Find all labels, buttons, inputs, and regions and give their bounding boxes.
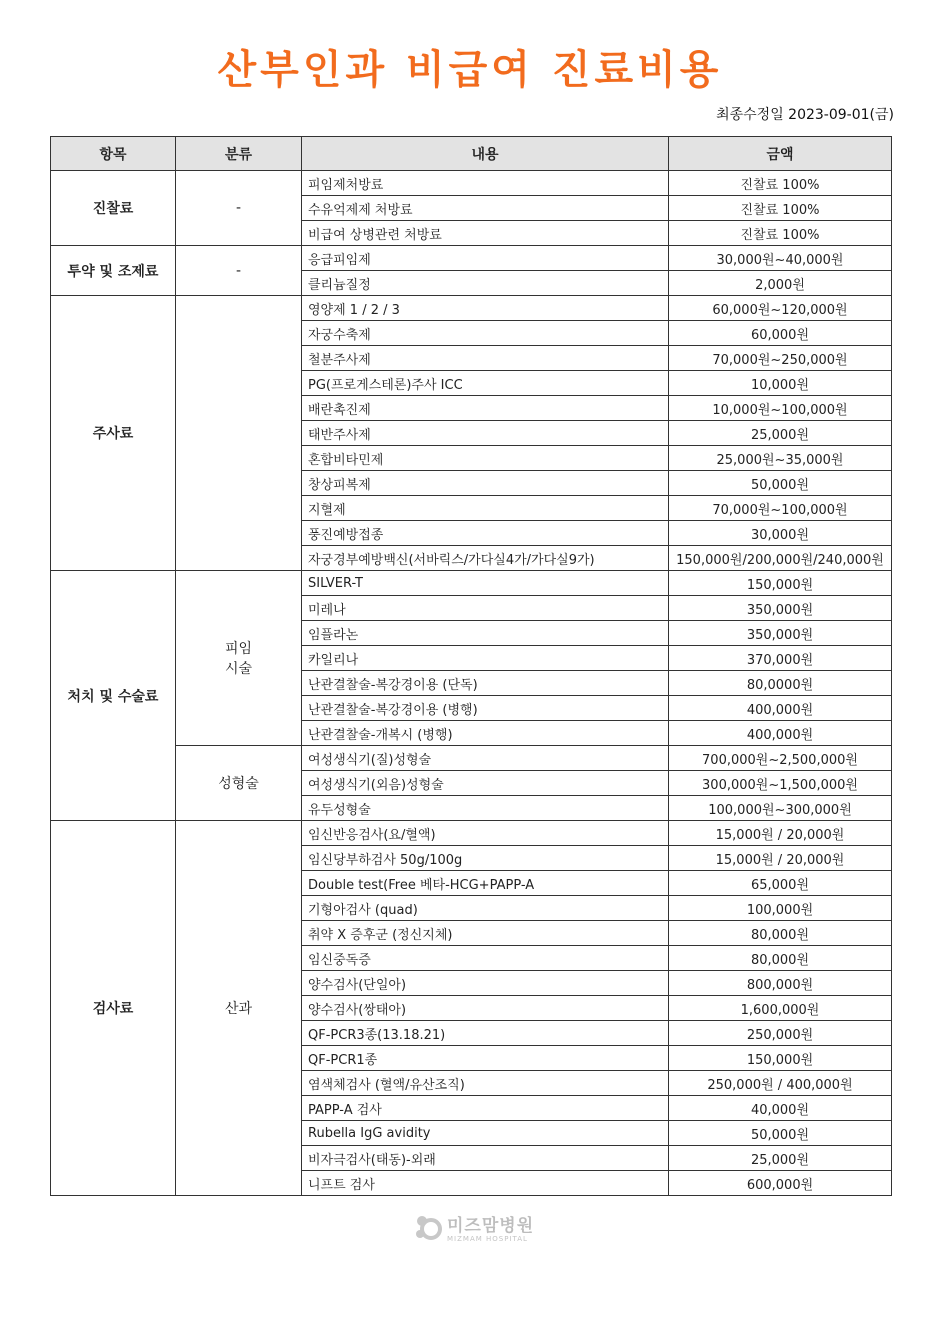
item-name-cell: 미레나 <box>302 596 669 621</box>
item-name-cell: 임신중독증 <box>302 946 669 971</box>
item-name-cell: 난관결찰술-개복시 (병행) <box>302 721 669 746</box>
header-content: 내용 <box>302 137 669 171</box>
item-name-cell: 임신당부하검사 50g/100g <box>302 846 669 871</box>
item-name-cell: 자궁수축제 <box>302 321 669 346</box>
subcategory-cell: - <box>176 171 302 246</box>
page-title: 산부인과 비급여 진료비용 <box>217 47 723 93</box>
item-name-cell: QF-PCR3종(13.18.21) <box>302 1021 669 1046</box>
item-amount-cell: 800,000원 <box>669 971 892 996</box>
fee-table <box>50 136 892 1196</box>
item-amount-cell: 150,000원 <box>669 1046 892 1071</box>
header-item: 항목 <box>51 137 176 171</box>
item-name-cell: 혼합비타민제 <box>302 446 669 471</box>
item-amount-cell: 250,000원 / 400,000원 <box>669 1071 892 1096</box>
item-amount-cell: 400,000원 <box>669 721 892 746</box>
item-name-cell: 풍진예방접종 <box>302 521 669 546</box>
item-amount-cell: 600,000원 <box>669 1171 892 1196</box>
item-name-cell: SILVER-T <box>302 571 669 596</box>
table-header-row <box>51 137 892 171</box>
item-name-cell: 취약 X 증후군 (정신지체) <box>302 921 669 946</box>
logo-name-english: MIZMAM HOSPITAL <box>447 1235 528 1243</box>
item-name-cell: 클리늄질정 <box>302 271 669 296</box>
item-name-cell: 피임제처방료 <box>302 171 669 196</box>
item-name-cell: 니프트 검사 <box>302 1171 669 1196</box>
item-name-cell: 태반주사제 <box>302 421 669 446</box>
item-amount-cell: 30,000원 <box>669 521 892 546</box>
category-cell: 투약 및 조제료 <box>51 246 176 296</box>
item-amount-cell: 진찰료 100% <box>669 221 892 246</box>
item-name-cell: 임신반응검사(요/혈액) <box>302 821 669 846</box>
item-name-cell: 철분주사제 <box>302 346 669 371</box>
item-name-cell: 임플라논 <box>302 621 669 646</box>
item-amount-cell: 2,000원 <box>669 271 892 296</box>
table-row <box>51 246 892 271</box>
item-amount-cell: 70,000원~100,000원 <box>669 496 892 521</box>
table-row <box>51 821 892 846</box>
item-amount-cell: 25,000원 <box>669 421 892 446</box>
category-cell: 주사료 <box>51 296 176 571</box>
item-amount-cell: 30,000원~40,000원 <box>669 246 892 271</box>
item-amount-cell: 350,000원 <box>669 596 892 621</box>
item-amount-cell: 100,000원 <box>669 896 892 921</box>
fee-table-body <box>51 171 892 1196</box>
item-amount-cell: 100,000원~300,000원 <box>669 796 892 821</box>
item-amount-cell: 70,000원~250,000원 <box>669 346 892 371</box>
item-name-cell: 기형아검사 (quad) <box>302 896 669 921</box>
header-class: 분류 <box>176 137 302 171</box>
subcategory-cell: 피임 시술 <box>176 571 302 746</box>
item-name-cell: Double test(Free 베타-HCG+PAPP-A <box>302 871 669 896</box>
item-name-cell: 배란촉진제 <box>302 396 669 421</box>
item-name-cell: 양수검사(쌍태아) <box>302 996 669 1021</box>
item-amount-cell: 10,000원 <box>669 371 892 396</box>
table-row <box>51 296 892 321</box>
item-amount-cell: 10,000원~100,000원 <box>669 396 892 421</box>
item-amount-cell: 40,000원 <box>669 1096 892 1121</box>
table-row <box>51 171 892 196</box>
table-row <box>51 746 892 771</box>
category-cell: 처치 및 수술료 <box>51 571 176 821</box>
item-name-cell: PAPP-A 검사 <box>302 1096 669 1121</box>
item-name-cell: 비자극검사(태동)-외래 <box>302 1146 669 1171</box>
item-amount-cell: 350,000원 <box>669 621 892 646</box>
mizmam-logo-icon <box>412 1212 442 1242</box>
item-amount-cell: 150,000원/200,000원/240,000원 <box>669 546 892 571</box>
item-name-cell: 카일리나 <box>302 646 669 671</box>
item-name-cell: 창상피복제 <box>302 471 669 496</box>
item-name-cell: 지혈제 <box>302 496 669 521</box>
item-amount-cell: 250,000원 <box>669 1021 892 1046</box>
item-amount-cell: 65,000원 <box>669 871 892 896</box>
item-amount-cell: 60,000원 <box>669 321 892 346</box>
last-updated-date: 최종수정일 2023-09-01(금) <box>716 107 894 123</box>
item-amount-cell: 25,000원 <box>669 1146 892 1171</box>
hospital-logo <box>412 1211 534 1243</box>
item-amount-cell: 15,000원 / 20,000원 <box>669 846 892 871</box>
subcategory-cell: - <box>176 246 302 296</box>
item-amount-cell: 60,000원~120,000원 <box>669 296 892 321</box>
item-amount-cell: 진찰료 100% <box>669 171 892 196</box>
subcategory-cell <box>176 296 302 571</box>
item-name-cell: 염색체검사 (혈액/유산조직) <box>302 1071 669 1096</box>
subcategory-cell: 성형술 <box>176 746 302 821</box>
item-name-cell: Rubella IgG avidity <box>302 1121 669 1146</box>
item-amount-cell: 300,000원~1,500,000원 <box>669 771 892 796</box>
item-amount-cell: 50,000원 <box>669 471 892 496</box>
item-name-cell: 자궁경부예방백신(서바릭스/가다실4가/가다실9가) <box>302 546 669 571</box>
item-name-cell: PG(프로게스테론)주사 ICC <box>302 371 669 396</box>
item-amount-cell: 50,000원 <box>669 1121 892 1146</box>
item-amount-cell: 25,000원~35,000원 <box>669 446 892 471</box>
item-amount-cell: 150,000원 <box>669 571 892 596</box>
category-cell: 검사료 <box>51 821 176 1196</box>
item-name-cell: 수유억제제 처방료 <box>302 196 669 221</box>
item-name-cell: 양수검사(단일아) <box>302 971 669 996</box>
item-name-cell: 비급여 상병관련 처방료 <box>302 221 669 246</box>
header-amount: 금액 <box>669 137 892 171</box>
item-name-cell: 영양제 1 / 2 / 3 <box>302 296 669 321</box>
category-cell: 진찰료 <box>51 171 176 246</box>
table-row <box>51 571 892 596</box>
item-amount-cell: 400,000원 <box>669 696 892 721</box>
item-amount-cell: 진찰료 100% <box>669 196 892 221</box>
item-amount-cell: 80,0000원 <box>669 671 892 696</box>
item-amount-cell: 700,000원~2,500,000원 <box>669 746 892 771</box>
item-amount-cell: 80,000원 <box>669 946 892 971</box>
item-name-cell: 응급피임제 <box>302 246 669 271</box>
item-name-cell: 유두성형술 <box>302 796 669 821</box>
item-amount-cell: 370,000원 <box>669 646 892 671</box>
item-amount-cell: 1,600,000원 <box>669 996 892 1021</box>
item-name-cell: 난관결찰술-복강경이용 (단독) <box>302 671 669 696</box>
item-name-cell: 난관결찰술-복강경이용 (병행) <box>302 696 669 721</box>
subcategory-cell: 산과 <box>176 821 302 1196</box>
item-name-cell: QF-PCR1종 <box>302 1046 669 1071</box>
logo-name-korean: 미즈맘병원 <box>447 1216 535 1236</box>
item-amount-cell: 15,000원 / 20,000원 <box>669 821 892 846</box>
item-amount-cell: 80,000원 <box>669 921 892 946</box>
item-name-cell: 여성생식기(외음)성형술 <box>302 771 669 796</box>
item-name-cell: 여성생식기(질)성형술 <box>302 746 669 771</box>
